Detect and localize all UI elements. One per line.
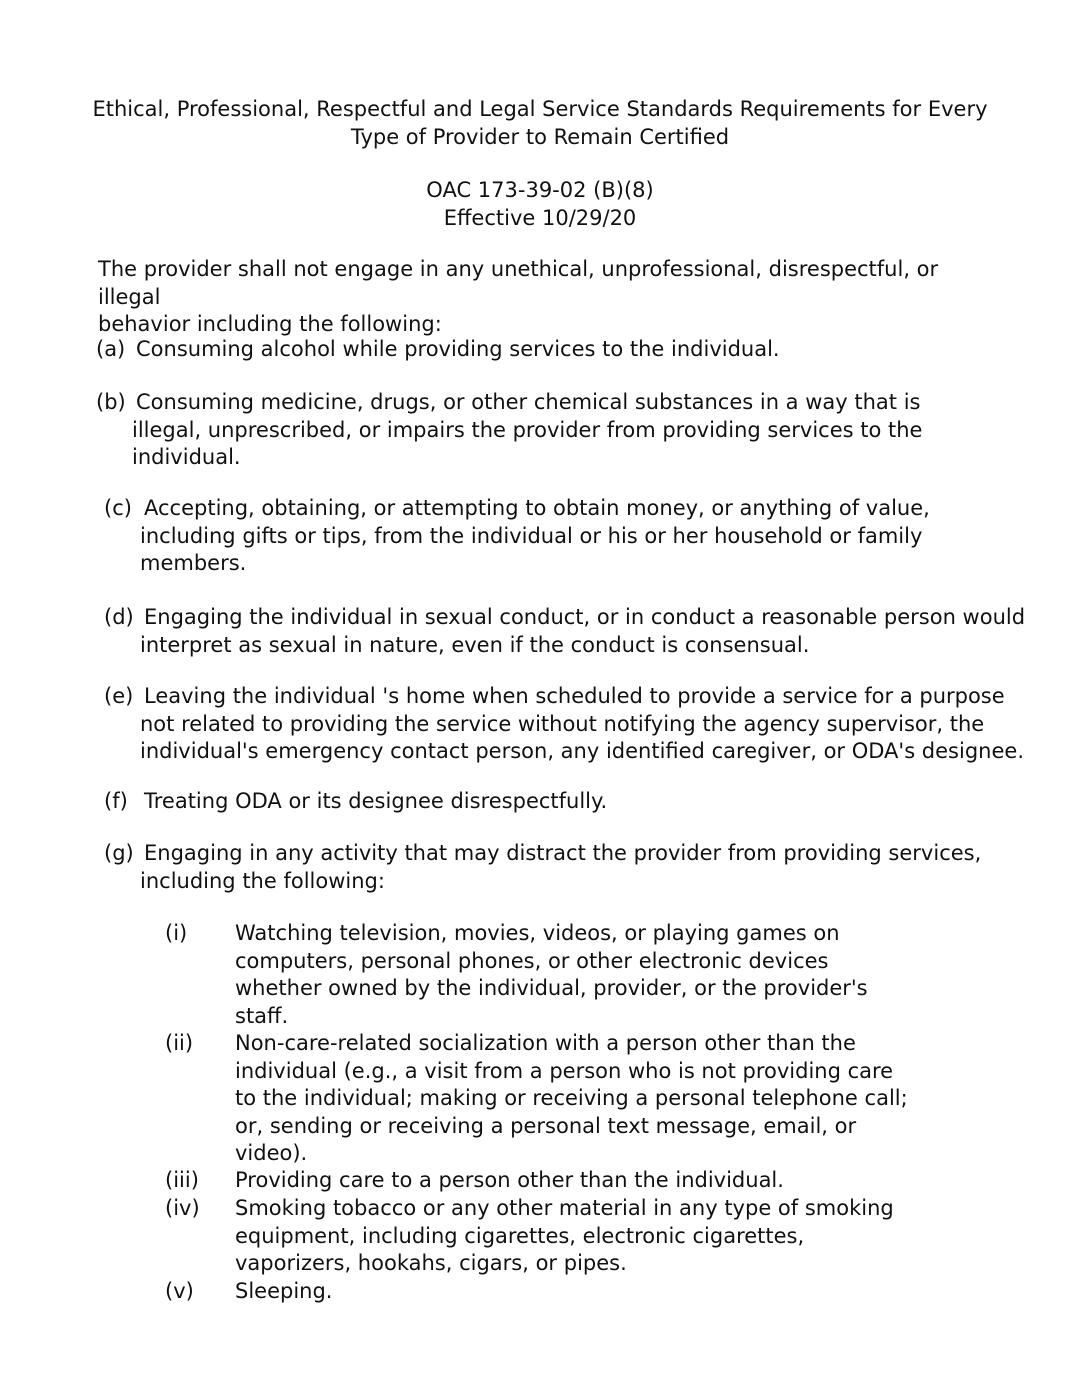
intro-paragraph xyxy=(98,256,998,339)
item-text: individual. xyxy=(132,445,241,469)
item-marker: (e) xyxy=(104,684,134,708)
sub-item-text: to the individual; making or receiving a personal telephone call; xyxy=(235,1086,908,1110)
intro-line-1: The provider shall not engage in any unethical, unprofessional, disrespectful, or illegal xyxy=(98,257,939,309)
rule-code: OAC 173-39-02 (B)(8) xyxy=(426,178,654,202)
sub-item-text: individual (e.g., a visit from a person who is not providing care xyxy=(235,1058,894,1083)
title-line-2: Type of Provider to Remain Certified xyxy=(350,124,730,149)
sub-item-text: Providing care to a person other than the individual. xyxy=(235,1168,784,1192)
item-marker: (a) xyxy=(96,337,126,361)
list-item-f xyxy=(104,788,1004,816)
title-line-1: Ethical, Professional, Respectful and Legal Service Standards Requirements for Every xyxy=(92,97,988,121)
item-marker: (g) xyxy=(104,841,134,865)
item-text: Leaving the individual 's home when scheduled to provide a service for a purpose xyxy=(144,684,1005,708)
sub-item-text: or, sending or receiving a personal text message, email, or xyxy=(235,1113,857,1138)
item-text: Accepting, obtaining, or attempting to obtain money, or anything of value, xyxy=(144,496,930,520)
item-text: members. xyxy=(140,551,247,575)
item-marker: (c) xyxy=(104,496,132,520)
document-title xyxy=(60,96,1020,151)
item-marker: (f) xyxy=(104,789,128,813)
list-item-g xyxy=(104,840,1004,895)
sub-item-text: Sleeping. xyxy=(235,1279,333,1303)
sub-item-text: video). xyxy=(235,1141,308,1165)
sub-item-marker: (v) xyxy=(165,1279,194,1303)
sub-item-text: Watching television, movies, videos, or playing games on xyxy=(235,921,840,945)
sub-item-marker: (iii) xyxy=(165,1168,199,1192)
item-text: Consuming medicine, drugs, or other chemical substances in a way that is xyxy=(136,390,921,414)
item-text: Treating ODA or its designee disrespectfully. xyxy=(144,789,608,813)
sub-item-marker: (ii) xyxy=(165,1031,194,1055)
effective-date: Effective 10/29/20 xyxy=(443,205,637,230)
list-item-a xyxy=(96,336,996,364)
item-text: including the following: xyxy=(140,868,385,893)
item-text: not related to providing the service without notifying the agency supervisor, the xyxy=(140,711,985,736)
item-text: Engaging the individual in sexual conduct, or in conduct a reasonable person would xyxy=(144,605,1026,629)
sub-item-marker: (i) xyxy=(165,921,188,945)
item-text: individual's emergency contact person, any identified caregiver, or ODA's designee. xyxy=(140,739,1024,763)
list-item-b xyxy=(96,389,996,472)
item-marker: (b) xyxy=(96,390,126,414)
item-text: illegal, unprescribed, or impairs the provider from providing services to the xyxy=(132,417,923,442)
item-text: including gifts or tips, from the individual or his or her household or family xyxy=(140,523,923,548)
intro-line-2: behavior including the following: xyxy=(98,312,442,336)
sub-item-text: whether owned by the individual, provider, or the provider's xyxy=(235,976,868,1000)
sub-item-text: staff. xyxy=(235,1003,289,1028)
sub-item-text: equipment, including cigarettes, electronic cigarettes, xyxy=(235,1223,805,1248)
sub-item-marker: (iv) xyxy=(165,1196,200,1220)
sub-item-text: computers, personal phones, or other electronic devices xyxy=(235,948,829,973)
list-item-c xyxy=(104,495,1004,578)
sub-item-text: vaporizers, hookahs, cigars, or pipes. xyxy=(235,1251,627,1275)
sub-item-text: Non-care-related socialization with a person other than the xyxy=(235,1031,856,1055)
sub-item-text: Smoking tobacco or any other material in any type of smoking xyxy=(235,1196,894,1220)
list-item-d xyxy=(104,604,1026,659)
item-text: Consuming alcohol while providing services to the individual. xyxy=(136,337,780,361)
list-item-e xyxy=(104,683,1024,766)
rule-reference xyxy=(60,177,1020,232)
item-text: Engaging in any activity that may distract the provider from providing services, xyxy=(144,841,982,865)
item-text: interpret as sexual in nature, even if the conduct is consensual. xyxy=(140,632,810,657)
item-marker: (d) xyxy=(104,605,134,629)
